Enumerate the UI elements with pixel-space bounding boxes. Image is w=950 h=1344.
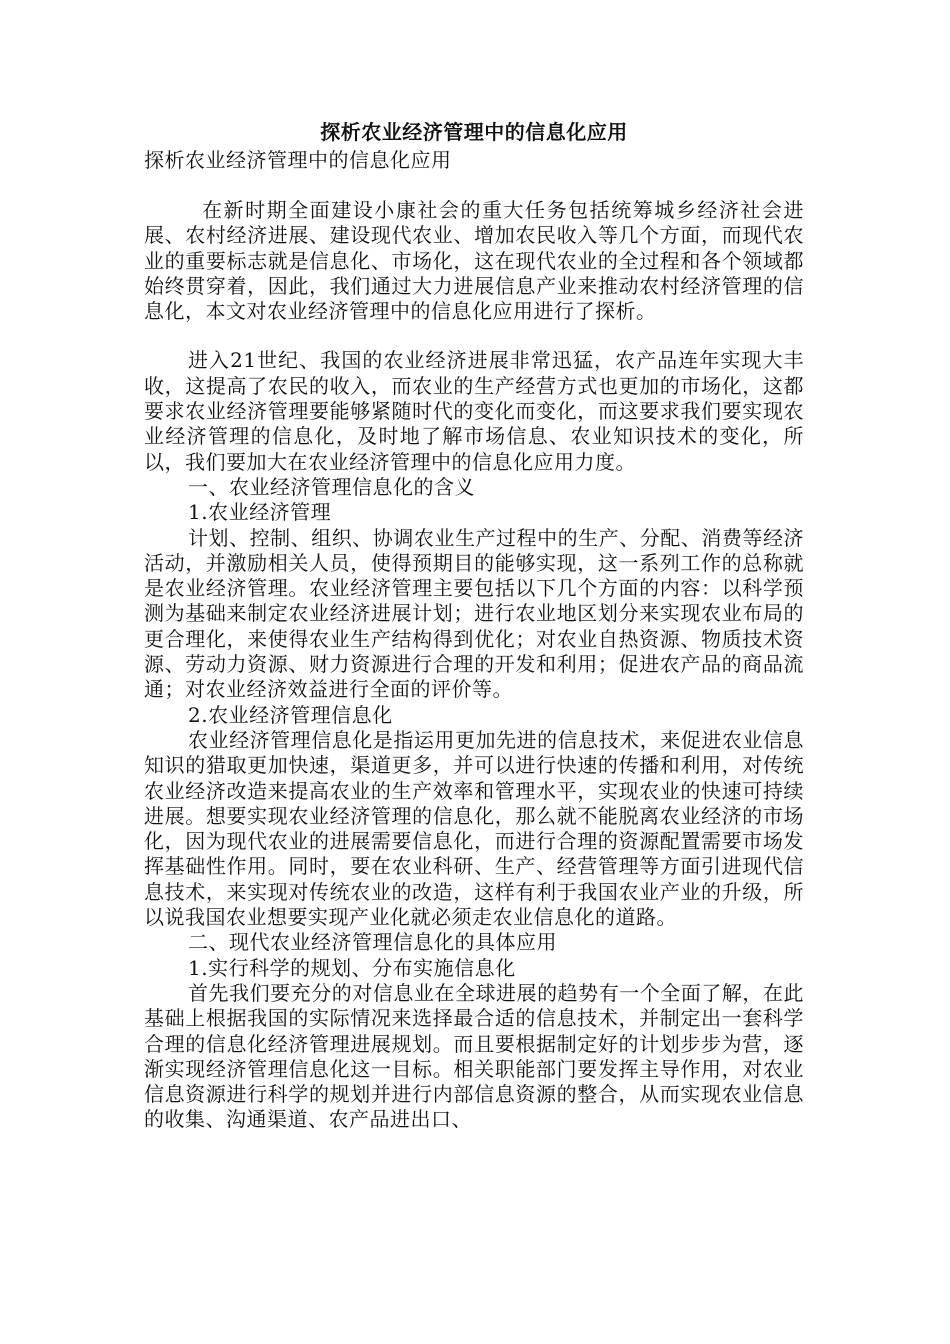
document-title: 探析农业经济管理中的信息化应用 (320, 120, 628, 144)
section-heading-2: 二、现代农业经济管理信息化的具体应用 (188, 930, 557, 955)
blank-line (144, 174, 804, 198)
body-paragraph-1-2: 农业经济管理信息化是指运用更加先进的信息技术，来促进农业信息知识的猎取更加快速，渠道更多，并可以进行快速的传播和利用，对传统农业经济改造来提高农业的生产效率和管理水平，实现农业的快速可持续进展。想要实现农业经济管理的信息化，那么就不能脱离农业经济的市场化，因为现代农业的进展需要信息化，而进行合理的资源配置需要市场发挥基础性作用。同时，要在农业科研、生产、经营管理等方面引进现代信息技术，来实现对传统农业的改造，这样有利于我国农业产业的升级，所以说我国农业想要实现产业化就必须走农业信息化的道路。 (144, 727, 804, 930)
body-paragraph-2-1: 首先我们要充分的对信息业在全球进展的趋势有一个全面了解，在此基础上根据我国的实际情况来选择最合适的信息技术，并制定出一套科学合理的信息化经济管理进展规划。而且要根据制定好的计划步步为营，逐渐实现经济管理信息化这一目标。相关职能部门要发挥主导作用，对农业信息资源进行科学的规划并进行内部信息资源的整合，从而实现农业信息的收集、沟通渠道、农产品进出口、 (144, 980, 804, 1132)
blank-line (144, 324, 804, 348)
subsection-heading-1-2: 2.农业经济管理信息化 (188, 702, 393, 727)
document-subtitle: 探析农业经济管理中的信息化应用 (144, 148, 452, 172)
subsection-heading-1-1: 1.农业经济管理 (188, 500, 332, 525)
intro-paragraph: 进入21世纪、我国的农业经济进展非常迅猛，农产品连年实现大丰收，这提高了农民的收入，而农业的生产经营方式也更加的市场化，这都要求农业经济管理要能够紧随时代的变化而变化，而这要求我们要实现农业经济管理的信息化，及时地了解市场信息、农业知识技术的变化，所以，我们要加大在农业经济管理中的信息化应用力度。 (144, 348, 804, 474)
section-heading-1: 一、农业经济管理信息化的含义 (188, 474, 475, 499)
subsection-heading-2-1: 1.实行科学的规划、分布实施信息化 (188, 955, 516, 980)
document-page (144, 118, 804, 1133)
body-paragraph-1-1: 计划、控制、组织、协调农业生产过程中的生产、分配、消费等经济活动，并激励相关人员，使得预期目的能够实现，这一系列工作的总称就是农业经济管理。农业经济管理主要包括以下几个方面的内容：以科学预测为基础来制定农业经济进展计划；进行农业地区划分来实现农业布局的更合理化，来使得农业生产结构得到优化；对农业自热资源、物质技术资源、劳动力资源、财力资源进行合理的开发和利用；促进农产品的商品流通；对农业经济效益进行全面的评价等。 (144, 525, 804, 702)
abstract-paragraph: 在新时期全面建设小康社会的重大任务包括统筹城乡经济社会进展、农村经济进展、建设现代农业、增加农民收入等几个方面，而现代农业的重要标志就是信息化、市场化，这在现代农业的全过程和各个领域都始终贯穿着，因此，我们通过大力进展信息产业来推动农村经济管理的信息化，本文对农业经济管理中的信息化应用进行了探析。 (144, 198, 804, 324)
